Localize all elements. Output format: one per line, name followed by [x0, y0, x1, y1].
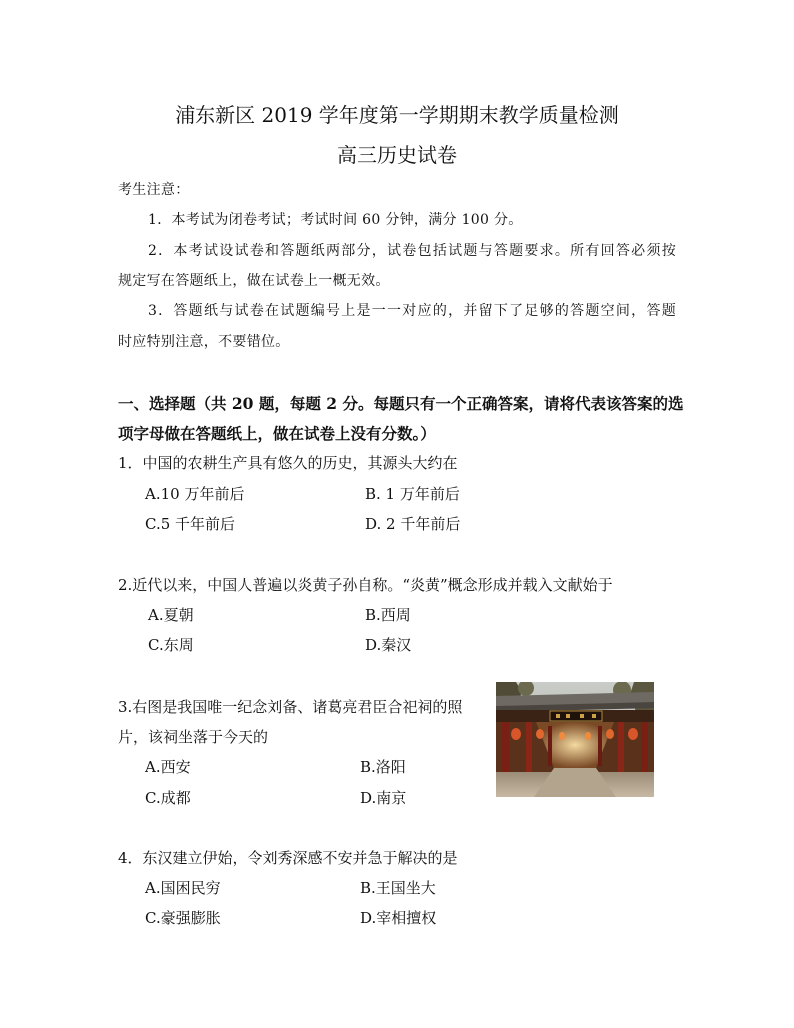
option-c: C.成都 [145, 789, 191, 807]
option-c: C.5 千年前后 [145, 515, 236, 533]
notice-line: 3．答题纸与试卷在试题编号上是一一对应的，并留下了足够的答题空间，答题 [148, 303, 676, 319]
notice-line: 2．本考试设试卷和答题纸两部分，试卷包括试题与答题要求。所有回答必须按 [148, 243, 676, 259]
option-c: C.东周 [148, 636, 194, 654]
option-b: B. 1 万年前后 [365, 485, 460, 503]
option-d: D.秦汉 [365, 636, 412, 654]
question-stem: 3.右图是我国唯一纪念刘备、诸葛亮君臣合祀祠的照 [118, 698, 463, 716]
option-d: D. 2 千年前后 [365, 515, 461, 533]
section-heading: 项字母做在答题纸上，做在试卷上没有分数。） [118, 424, 436, 443]
option-c: C.豪强膨胀 [145, 909, 221, 927]
option-d: D.宰相擅权 [360, 909, 437, 927]
temple-photo [496, 682, 654, 797]
notice-line: 时应特别注意，不要错位。 [118, 334, 290, 350]
question-stem: 片，该祠坐落于今天的 [118, 728, 269, 746]
section-heading: 一、选择题（共 20 题，每题 2 分。每题只有一个正确答案，请将代表该答案的选 [118, 394, 684, 413]
notice-line: 规定写在答题纸上，做在试卷上一概无效。 [118, 273, 390, 289]
option-a: A.夏朝 [148, 606, 194, 624]
notice-line: 1．本考试为闭卷考试；考试时间 60 分钟，满分 100 分。 [148, 212, 523, 228]
option-a: A.国困民穷 [145, 879, 221, 897]
exam-title: 浦东新区 2019 学年度第一学期期末教学质量检测 [175, 103, 619, 127]
question-stem: 1．中国的农耕生产具有悠久的历史，其源头大约在 [118, 454, 458, 472]
question-stem: 4．东汉建立伊始，令刘秀深感不安并急于解决的是 [118, 849, 458, 867]
option-a: A.西安 [145, 758, 191, 776]
option-b: B.洛阳 [360, 758, 406, 776]
notice-heading: 考生注意： [118, 182, 190, 198]
option-a: A.10 万年前后 [145, 485, 245, 503]
option-d: D.南京 [360, 789, 407, 807]
option-b: B.西周 [365, 606, 411, 624]
option-b: B.王国坐大 [360, 879, 436, 897]
question-stem: 2.近代以来，中国人普遍以炎黄子孙自称。“炎黄”概念形成并载入文献始于 [118, 576, 613, 594]
exam-subtitle: 高三历史试卷 [337, 143, 457, 167]
